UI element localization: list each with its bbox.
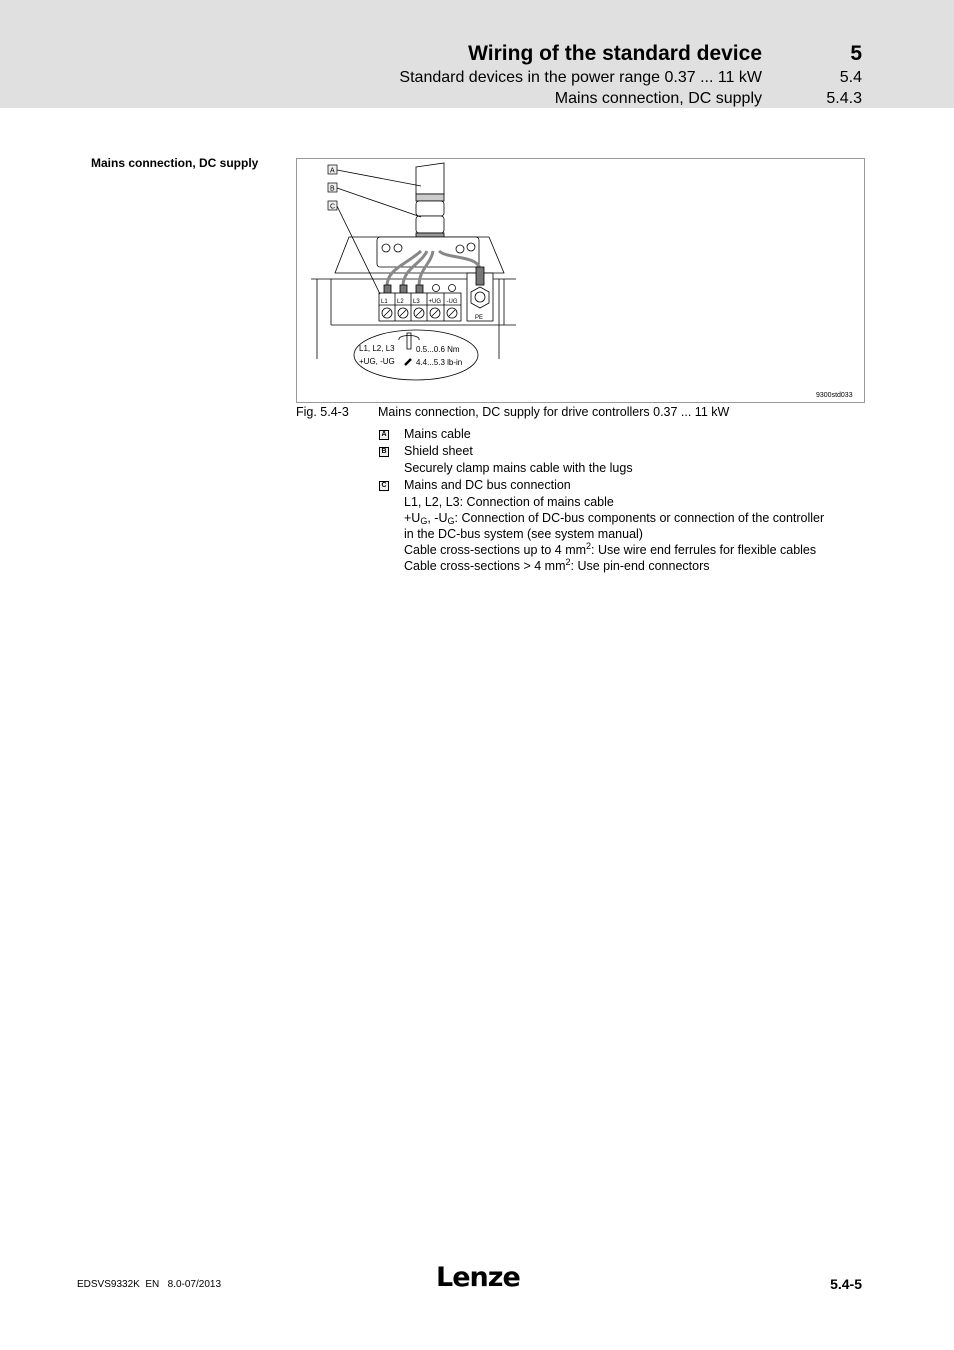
figure-id: 9300std033 bbox=[816, 392, 853, 399]
pe-label: PE bbox=[475, 315, 484, 321]
lenze-logo: Lenze bbox=[436, 1262, 520, 1293]
terminal-minus-ug: -UG bbox=[446, 299, 458, 305]
legend-key-b: B bbox=[379, 447, 389, 457]
torque-terminals-1: L1, L2, L3 bbox=[359, 344, 395, 353]
legend-b-text: Shield sheet bbox=[404, 444, 473, 458]
torque-terminals-2: +UG, -UG bbox=[359, 357, 395, 366]
legend-c-l1: L1, L2, L3: Connection of mains cable bbox=[404, 495, 614, 509]
legend-c-ug: $+U_G$, $-U_G$: Connection of DC-bus components or connection of the controller bbox=[404, 511, 825, 526]
callout-a: A bbox=[330, 167, 335, 175]
callout-c: C bbox=[330, 203, 336, 211]
side-heading: Mains connection, DC supply bbox=[91, 156, 259, 170]
section-title: Standard devices in the power range 0.37 ... 11 kW bbox=[399, 69, 762, 86]
torque-lbin: 4.4...5.3 lb-in bbox=[416, 358, 463, 367]
page-title: Wiring of the standard device bbox=[468, 42, 762, 65]
subsection-title: Mains connection, DC supply bbox=[554, 90, 762, 107]
legend-c-ug-line2: in the DC-bus system (see system manual) bbox=[404, 527, 643, 541]
legend-key-c: C bbox=[379, 481, 389, 491]
terminal-l1: L1 bbox=[381, 299, 388, 305]
legend-c-cs1: Cable cross-sections up to 4 $mm^2$: Use wire end ferrules for flexible cables bbox=[404, 541, 817, 557]
terminal-l2: L2 bbox=[397, 299, 404, 305]
subsection-number: 5.4.3 bbox=[826, 90, 862, 107]
legend-a-text: Mains cable bbox=[404, 427, 471, 441]
legend-b-text2: Securely clamp mains cable with the lugs bbox=[404, 461, 633, 475]
wiring-figure bbox=[296, 158, 865, 403]
torque-nm: 0.5...0.6 Nm bbox=[416, 345, 460, 354]
chapter-number: 5 bbox=[850, 42, 862, 65]
terminal-plus-ug: +UG bbox=[428, 299, 442, 305]
legend-c-cs2: Cable cross-sections > 4 $mm^2$: Use pin-end connectors bbox=[404, 557, 710, 573]
section-number: 5.4 bbox=[839, 69, 862, 86]
legend-c-text: Mains and DC bus connection bbox=[404, 478, 571, 492]
footer-doc-id: EDSVS9332K EN 8.0-07/2013 bbox=[77, 1279, 222, 1290]
figure-number: Fig. 5.4-3 bbox=[296, 405, 349, 419]
wiring-diagram bbox=[297, 159, 864, 402]
page-number: 5.4-5 bbox=[830, 1276, 862, 1292]
legend-key-a: A bbox=[379, 430, 389, 440]
terminal-l3: L3 bbox=[413, 299, 420, 305]
callout-b: B bbox=[330, 185, 335, 193]
figure-caption: Mains connection, DC supply for drive controllers 0.37 ... 11 kW bbox=[378, 405, 730, 419]
